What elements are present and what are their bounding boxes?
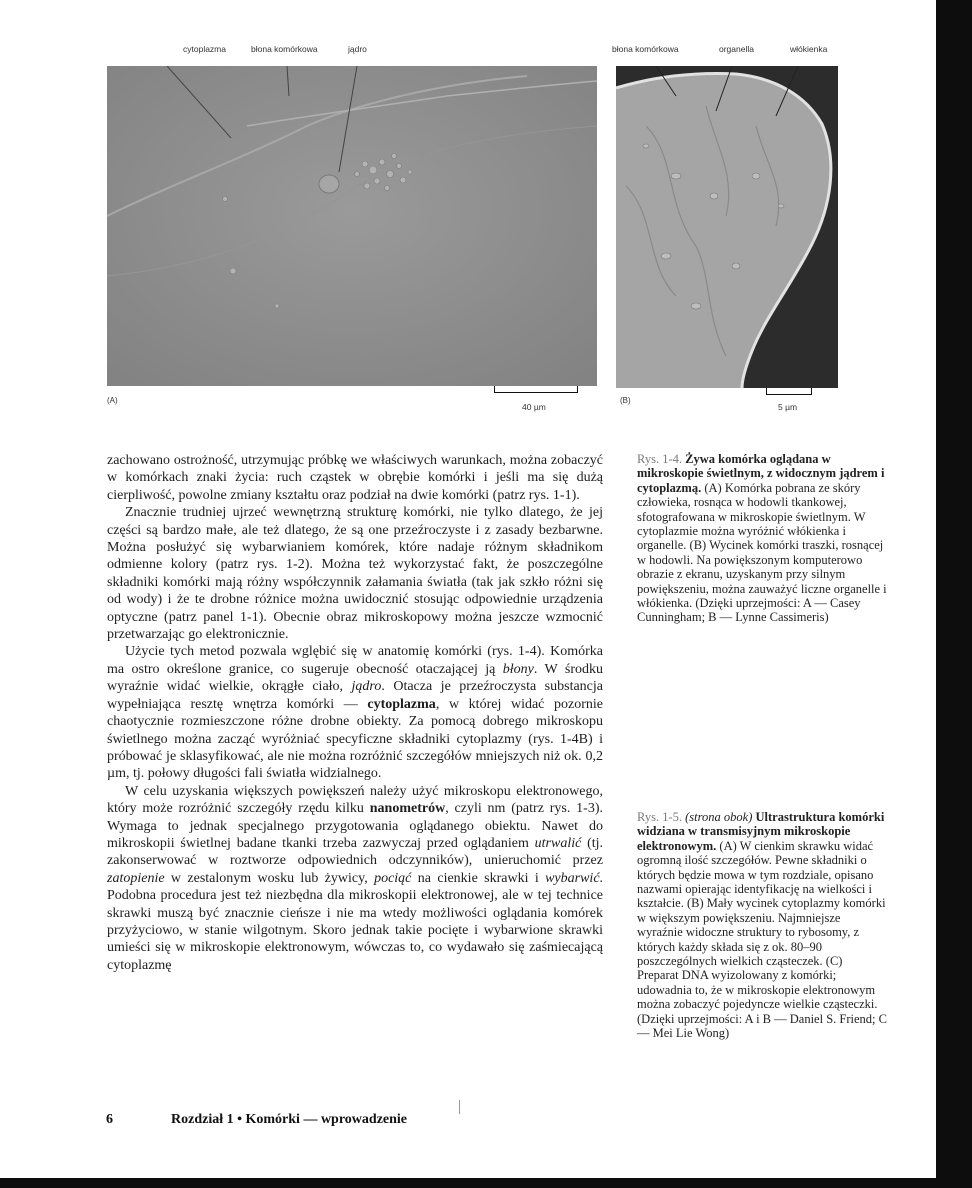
term-embedding: zatopienie: [107, 870, 165, 886]
micrograph-b: [616, 66, 838, 388]
page-bottom-edge: [0, 1178, 972, 1188]
caption-fig-1-4: [637, 452, 887, 625]
label-filaments-b: włókienka: [790, 44, 828, 54]
panel-letter-a: (A): [107, 396, 118, 405]
label-membrane-b: błona komórkowa: [612, 44, 679, 54]
caption-2-number: Rys. 1-5.: [637, 810, 682, 824]
footer-rule: [459, 1100, 460, 1114]
caption-2-text: (A) W cienkim skrawku widać ogromną ilość szczegółów. Pewne składniki o których będzie mowa w tym rozdziale, opisano nazwami opierając identyfikację na wielkości i kształcie. (B) Mały wycinek cytoplazmy komórki w większym powiększeniu. Najmniejsze wyraźnie widoczne struktury to rybosomy, z których każdy składa się z ok. 80–90 poszczególnych wielkich cząsteczek. (C) Preparat DNA wyizolowany z komórki; udowadnia to, że w mikroskopie elektronowym można zobaczyć pojedyncze wielkie cząsteczki. (Dzięki uprzejmości: A i B — Daniel S. Friend; C — Mei Lie Wong): [637, 838, 887, 1041]
scale-bar-a: [494, 386, 578, 393]
chapter-title: Rozdział 1 • Komórki — wprowadzenie: [171, 1112, 408, 1127]
page-edge-right: [936, 0, 972, 1188]
scale-bar-b: [766, 388, 812, 395]
term-membrane: błony: [502, 661, 534, 677]
body-text: [107, 452, 603, 974]
term-cytoplasm: cytoplazma: [367, 696, 436, 712]
label-cytoplasm-a: cytoplazma: [183, 44, 226, 54]
label-membrane-a: błona komórkowa: [251, 44, 318, 54]
caption-2-title: Ultrastruktura komórki widziana w transmisyjnym mikroskopie elektronowym.: [637, 810, 885, 853]
micrograph-a-svg: [107, 66, 597, 386]
caption-2-italic: (strona obok): [685, 810, 753, 824]
page-number: 6: [106, 1112, 113, 1127]
caption-1-number: Rys. 1-4.: [637, 452, 682, 466]
label-organelle-b: organella: [719, 44, 754, 54]
caption-1-title: Żywa komórka oglądana w mikroskopie świetlnym, z widocznym jądrem i cytoplazmą.: [637, 452, 885, 495]
paragraph-2: Znacznie trudniej ujrzeć wewnętrzną strukturę komórki, nie tylko dlatego, że jej części są bardzo małe, ale też dlatego, że są one przeźroczyste i z zasady bezbarwne. Można posłużyć się wybarwianiem komórek, które nadaje różnym składnikom odmienne kolory (patrz rys. 1-2). Można też wykorzystać fakt, że poszczególne składniki komórki mają różny współczynnik załamania światła (tak jak szkło różni się od wody) i że te drobne różnice można uwidocznić stosując odpowiednie urządzenia optyczne (patrz panel 1-1). Obecnie obraz mikroskopowy można jeszcze wzmocnić przetwarzając go elektronicznie.: [107, 505, 603, 643]
term-nanometers: nanometrów: [369, 801, 446, 817]
scale-label-b: 5 µm: [778, 402, 798, 412]
term-nucleus: jądro: [351, 679, 382, 695]
paragraph-3: Użycie tych metod pozwala wglębić się w anatomię komórki (rys. 1-4). Komórka ma ostro określone granice, co sugeruje obecność otaczającej ją błony. W środku wyraźnie widać wielkie, okrągłe ciało, jądro. Otacza je przeźroczysta substancja wypełniająca resztę wnętrza komórki — cytoplazma, w której widać pozornie chaotycznie rozmieszczone różne drobne obiekty. Za pomocą dobrego mikroskopu świetlnego można zacząć wyróżniać specyficzne składniki cytoplazmy (rys. 1-4B) i próbować je sklasyfikować, ale nie można rozróżnić szczegółów mniejszych niż ok. 0,2 µm, tj. połowy długości fali światła widzialnego.: [107, 644, 603, 782]
term-fix: utrwalić: [534, 835, 582, 851]
paragraph-1: zachowano ostrożność, utrzymując próbkę we właściwych warunkach, można zobaczyć w komórkach znaki życia: ruch cząstek w obrębie komórki i jeśli ma się dużą cierpliwość, powolne zmiany kształtu oraz podział na dwie komórki (patrz rys. 1-1).: [107, 453, 603, 503]
caption-1-text: (A) Komórka pobrana ze skóry człowieka, rosnąca w hodowli tkankowej, sfotografowana w mikroskopie świetlnym. W cytoplazmie można wyróżnić włókienka i organelle. (B) Wycinek komórki traszki, rosnącej w hodowli. Na powiększonym komputerowo obrazie z ekranu, uzyskanym przy silnym powiększeniu, można zauważyć liczne organelle i włókienka. (Dzięki uprzejmości: A — Casey Cunningham; B — Lynne Cassimeris): [637, 480, 887, 625]
micrograph-a: [107, 66, 597, 386]
micrograph-b-svg: [616, 66, 838, 388]
label-nucleus-a: jądro: [348, 44, 367, 54]
term-stain: wybarwić: [545, 870, 600, 886]
caption-fig-1-5: [637, 810, 887, 1041]
term-cut: pociąć: [374, 870, 412, 886]
panel-letter-b: (B): [620, 396, 631, 405]
scale-label-a: 40 µm: [522, 402, 546, 412]
paragraph-4: W celu uzyskania większych powiększeń należy użyć mikroskopu elektronowego, który może rozróżnić szczegóły rzędu kilku nanometrów, czyli nm (patrz rys. 1-3). Wymaga to jednak specjalnego przygotowania oglądanego obiektu. Nawet do mikroskopii świetlnej badane tkanki trzeba zazwyczaj przed oglądaniem utrwalić (tj. zakonserwować w roztworze odpowiednich odczynników), unieruchomić przez zatopienie w zestalonym wosku lub żywicy, pociąć na cienkie skrawki i wybarwić. Podobna procedura jest też niezbędna dla mikroskopii elektronowej, ale w tej technice skrawki muszą być znacznie cieńsze i nie ma wtedy możliwości oglądania komórek przyżyciowo, w stanie wilgotnym. Skoro jednak takie pocięte i wybarwione skrawki umieści się w mikroskopie elektronowym, wówczas to, co wydawało się zaśmiecającą cytoplazmę: [107, 783, 604, 973]
